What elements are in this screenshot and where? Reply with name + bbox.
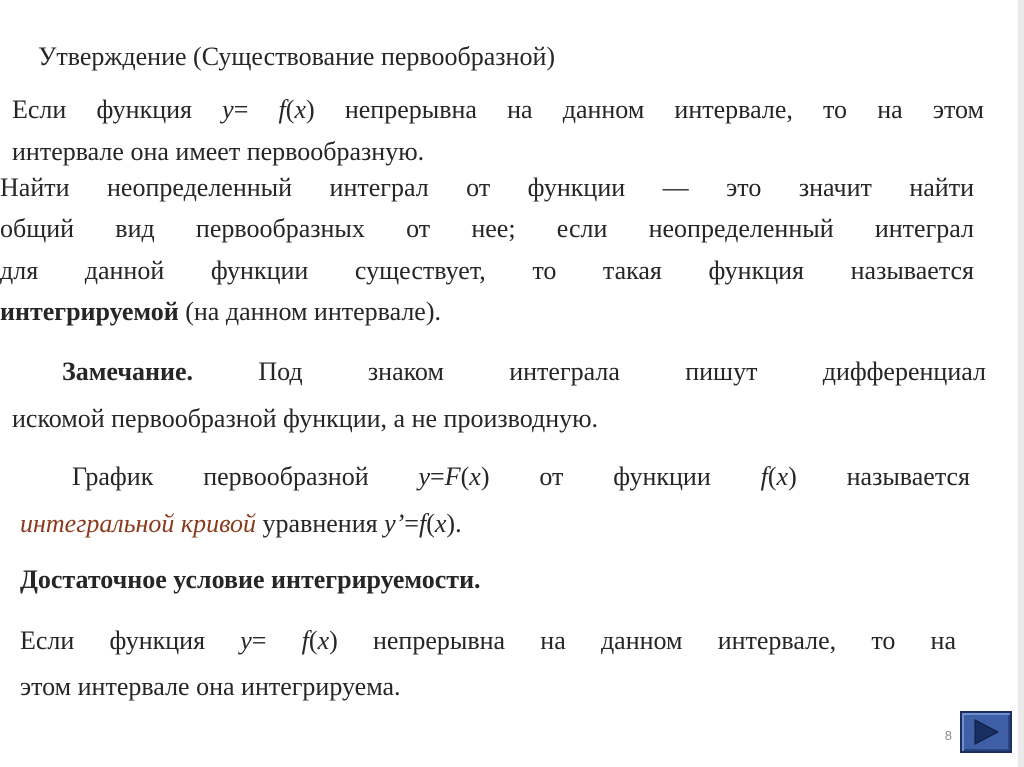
equals-sign: = [251, 626, 302, 655]
term-integral-curve: интегральной кривой [20, 509, 257, 538]
slide-title [38, 42, 555, 72]
slide-edge [1018, 0, 1024, 767]
definition-text: (на данном интервале). [178, 297, 442, 326]
var-y: y [418, 462, 431, 491]
var-x: x [317, 626, 330, 655]
paren: ( [426, 509, 435, 538]
var-f: f [418, 509, 427, 538]
graph-text: График первообразной [72, 462, 419, 491]
var-x: x [434, 509, 447, 538]
graph-line-2 [20, 509, 462, 539]
paren: ( [285, 95, 295, 124]
equals-sign: = [233, 95, 279, 124]
graph-text: ). [446, 509, 462, 538]
remark-line-2 [12, 404, 598, 434]
graph-text: ) называется [788, 462, 970, 491]
var-x: x [294, 95, 306, 124]
paren: ( [767, 462, 777, 491]
definition-line-2: общий вид первообразных от нее; если неопределенный интеграл [0, 214, 974, 243]
remark-text: искомой первообразной функции, а не производную. [12, 404, 599, 433]
sufficient-line-1 [20, 626, 956, 656]
var-F: F [444, 462, 461, 491]
sufficient-text: этом интервале она интегрируема. [20, 672, 401, 701]
definition-line-3: для данной функции существует, то такая функция называется [0, 256, 974, 285]
equals-sign: = [430, 462, 445, 491]
remark-label: Замечание. [62, 357, 193, 386]
graph-text: уравнения [256, 509, 385, 538]
var-f: f [278, 95, 286, 124]
paren: ( [460, 462, 470, 491]
term-integrable: интегрируемой [0, 297, 179, 326]
graph-text: ) от функции [480, 462, 761, 491]
var-f: f [760, 462, 768, 491]
statement-text: Если функция [12, 95, 223, 124]
var-f: f [301, 626, 309, 655]
equals-sign: = [404, 509, 419, 538]
var-y-prime: y’ [384, 509, 405, 538]
sufficient-heading: Достаточное условие интегрируемости. [20, 565, 481, 594]
var-x: x [776, 462, 789, 491]
var-x: x [469, 462, 481, 491]
next-slide-button[interactable] [960, 711, 1012, 753]
statement-line-2 [12, 137, 424, 167]
definition-line-1: Найти неопределенный интеграл от функции — это значит найти [0, 173, 974, 202]
remark-line-1 [62, 357, 986, 387]
remark-text: Под знаком интеграла пишут дифференциал [193, 357, 986, 386]
page-number: 8 [944, 728, 952, 743]
var-y: y [240, 626, 252, 655]
paren: ( [308, 626, 318, 655]
var-y: y [222, 95, 234, 124]
sufficient-text: Если функция [20, 626, 241, 655]
statement-line-1 [12, 95, 984, 125]
play-triangle-icon [962, 713, 1010, 751]
sufficient-text: ) непрерывна на данном интервале, то на [329, 626, 957, 655]
sufficient-line-2 [20, 672, 401, 702]
statement-text: ) непрерывна на данном интервале, то на этом [306, 95, 984, 124]
graph-line-1 [72, 462, 970, 492]
title-text: Утверждение (Существование первообразной) [38, 42, 556, 71]
definition-line-4 [0, 297, 441, 327]
statement-text: интервале она имеет первообразную. [12, 137, 425, 166]
